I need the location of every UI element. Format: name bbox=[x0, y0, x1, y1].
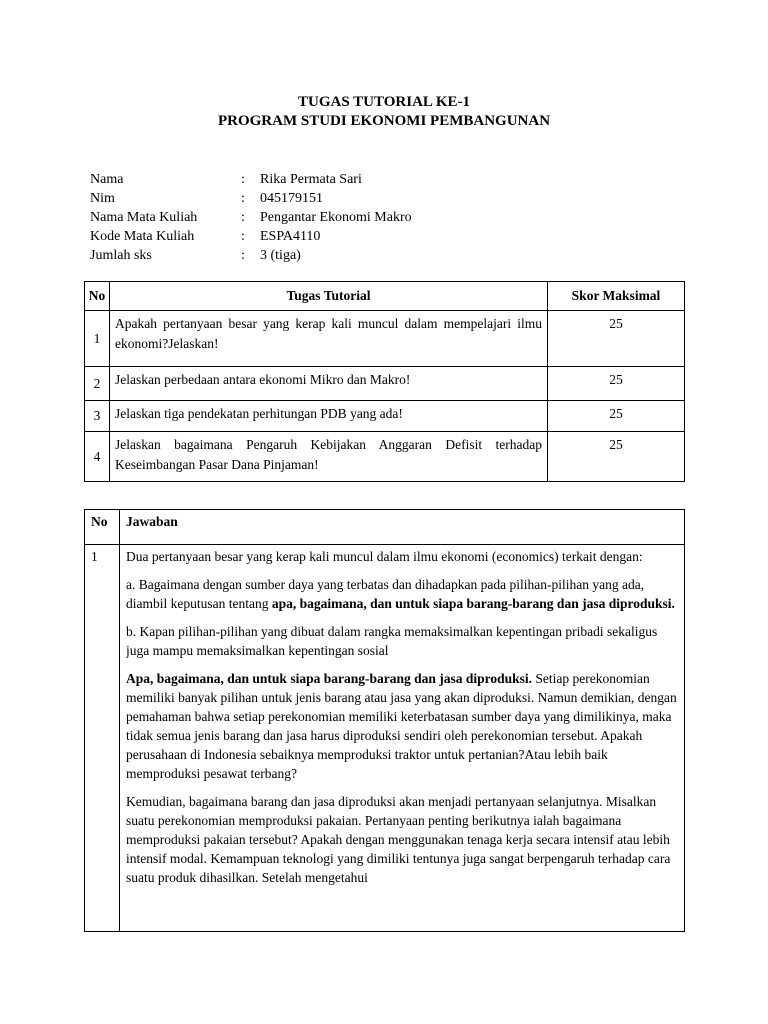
info-colon: : bbox=[241, 210, 245, 225]
info-colon: : bbox=[241, 248, 245, 263]
program-title: PROGRAM STUDI EKONOMI PEMBANGUNAN bbox=[217, 113, 551, 129]
info-value: ESPA4110 bbox=[260, 229, 321, 244]
answer-cell bbox=[120, 545, 685, 932]
task-table bbox=[84, 281, 685, 482]
answer-paragraph bbox=[126, 669, 678, 783]
table-header-row bbox=[85, 282, 685, 311]
info-label: Kode Mata Kuliah bbox=[90, 229, 195, 244]
answer-number: 1 bbox=[85, 545, 120, 932]
info-value: 3 (tiga) bbox=[260, 248, 301, 263]
task-text: Apakah pertanyaan besar yang kerap kali muncul dalam mempelajari ilmu ekonomi?Jelaskan! bbox=[110, 311, 548, 367]
table-header-row bbox=[85, 510, 685, 545]
task-number: 2 bbox=[85, 367, 110, 401]
column-header-score: Skor Maksimal bbox=[548, 282, 685, 311]
answer-table bbox=[84, 509, 685, 932]
task-text: Jelaskan tiga pendekatan perhitungan PDB yang ada! bbox=[110, 401, 548, 432]
info-value: Rika Permata Sari bbox=[260, 172, 362, 187]
answer-content bbox=[126, 547, 678, 929]
answer-text: a. Bagaimana dengan sumber daya yang terbatas dan dihadapkan pada pilihan-pilihan yang ada, diambil keputusan tentang bbox=[126, 577, 645, 611]
column-header-task: Tugas Tutorial bbox=[110, 282, 548, 311]
table-row bbox=[85, 545, 685, 932]
answer-paragraph: Kemudian, bagaimana barang dan jasa diproduksi akan menjadi pertanyaan selanjutnya. Misalkan suatu perekonomian memproduksi pakaian. Pertanyaan penting berikutnya ialah bagaimana memproduksi pakaian tersebut? Apakah dengan menggunakan tenaga kerja secara intensif atau lebih intensif modal. Kemampuan teknologi yang dimiliki tentunya juga sangat berpengaruh terhadap cara suatu produk dihasilkan. Setelah mengetahui bbox=[126, 794, 671, 885]
info-colon: : bbox=[241, 229, 245, 244]
info-value: 045179151 bbox=[260, 191, 323, 206]
answer-bold-text: apa, bagaimana, dan untuk siapa barang-barang dan jasa diproduksi. bbox=[271, 596, 675, 611]
answer-paragraph bbox=[126, 575, 678, 613]
info-value: Pengantar Ekonomi Makro bbox=[260, 210, 412, 225]
task-number: 1 bbox=[85, 311, 110, 367]
table-row bbox=[85, 367, 685, 401]
info-label: Nim bbox=[90, 191, 115, 206]
column-header-no: No bbox=[85, 282, 110, 311]
answer-paragraph: b. Kapan pilihan-pilihan yang dibuat dalam rangka memaksimalkan kepentingan pribadi sekaligus juga mampu memaksimalkan kepentingan sosial bbox=[126, 624, 658, 658]
task-score: 25 bbox=[548, 401, 685, 432]
answer-paragraph: Dua pertanyaan besar yang kerap kali muncul dalam ilmu ekonomi (economics) terkait dengan: bbox=[126, 549, 643, 564]
column-header-answer: Jawaban bbox=[120, 510, 685, 545]
info-colon: : bbox=[241, 172, 245, 187]
table-row bbox=[85, 401, 685, 432]
info-label: Jumlah sks bbox=[90, 248, 152, 263]
document-title: TUGAS TUTORIAL KE-1 bbox=[298, 94, 470, 110]
task-number: 3 bbox=[85, 401, 110, 432]
answer-bold-text: Apa, bagaimana, dan untuk siapa barang-barang dan jasa diproduksi. bbox=[126, 671, 533, 686]
task-number: 4 bbox=[85, 432, 110, 482]
table-row bbox=[85, 311, 685, 367]
answer-text: Setiap perekonomian memiliki banyak pilihan untuk jenis barang atau jasa yang akan diproduksi. Namun demikian, dengan pemahaman bahwa setiap perekonomian memiliki keterbatasan sumber daya yang dimilikinya, maka tidak semua jenis barang dan jasa harus diproduksi sendiri oleh perekonomian tersebut. Apakah perusahaan di Indonesia sebaiknya memproduksi traktor untuk pertanian?Atau lebih baik memproduksi pesawat terbang? bbox=[126, 671, 677, 781]
task-text: Jelaskan perbedaan antara ekonomi Mikro dan Makro! bbox=[110, 367, 548, 401]
table-row bbox=[85, 432, 685, 482]
info-label: Nama bbox=[90, 172, 124, 187]
column-header-no: No bbox=[85, 510, 120, 545]
info-label: Nama Mata Kuliah bbox=[90, 210, 198, 225]
task-text: Jelaskan bagaimana Pengaruh Kebijakan Anggaran Defisit terhadap Keseimbangan Pasar Dana Pinjaman! bbox=[110, 432, 548, 482]
task-score: 25 bbox=[548, 311, 685, 367]
task-score: 25 bbox=[548, 367, 685, 401]
task-score: 25 bbox=[548, 432, 685, 482]
info-colon: : bbox=[241, 191, 245, 206]
